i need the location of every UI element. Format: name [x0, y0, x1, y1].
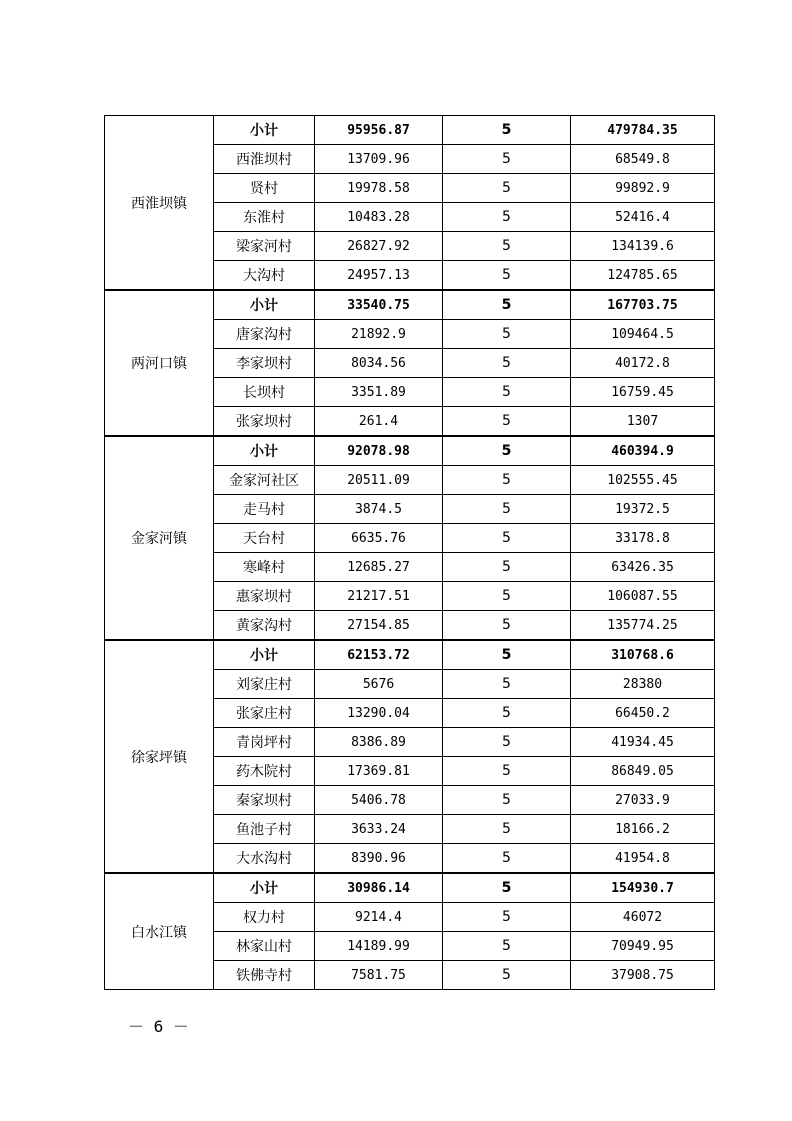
amount-cell: 27033.9 — [571, 786, 715, 815]
rate-cell: 5 — [443, 407, 571, 437]
amount-cell: 40172.8 — [571, 349, 715, 378]
rate-cell: 5 — [443, 261, 571, 291]
area-cell: 26827.92 — [315, 232, 443, 261]
rate-cell: 5 — [443, 320, 571, 349]
subtotal-rate-cell: 5 — [443, 640, 571, 670]
town-name-cell: 金家河镇 — [105, 436, 214, 640]
rate-cell: 5 — [443, 932, 571, 961]
amount-cell: 18166.2 — [571, 815, 715, 844]
amount-cell: 66450.2 — [571, 699, 715, 728]
subtotal-area-cell: 30986.14 — [315, 873, 443, 903]
subtotal-amount-cell: 460394.9 — [571, 436, 715, 466]
subtotal-rate-cell: 5 — [443, 436, 571, 466]
amount-cell: 19372.5 — [571, 495, 715, 524]
amount-cell: 135774.25 — [571, 611, 715, 641]
rate-cell: 5 — [443, 378, 571, 407]
rate-cell: 5 — [443, 582, 571, 611]
subtotal-rate-cell: 5 — [443, 116, 571, 145]
village-name-cell: 李家坝村 — [214, 349, 315, 378]
rate-cell: 5 — [443, 786, 571, 815]
area-cell: 12685.27 — [315, 553, 443, 582]
amount-cell: 16759.45 — [571, 378, 715, 407]
village-name-cell: 唐家沟村 — [214, 320, 315, 349]
area-cell: 8390.96 — [315, 844, 443, 874]
amount-cell: 52416.4 — [571, 203, 715, 232]
rate-cell: 5 — [443, 844, 571, 874]
rate-cell: 5 — [443, 495, 571, 524]
village-name-cell: 林家山村 — [214, 932, 315, 961]
subtotal-row — [105, 640, 715, 670]
subtotal-amount-cell: 310768.6 — [571, 640, 715, 670]
subtotal-rate-cell: 5 — [443, 873, 571, 903]
rate-cell: 5 — [443, 670, 571, 699]
rate-cell: 5 — [443, 553, 571, 582]
subtotal-row — [105, 290, 715, 320]
village-name-cell: 张家庄村 — [214, 699, 315, 728]
amount-cell: 68549.8 — [571, 145, 715, 174]
subtotal-row — [105, 873, 715, 903]
village-name-cell: 西淮坝村 — [214, 145, 315, 174]
data-table — [104, 115, 715, 990]
amount-cell: 1307 — [571, 407, 715, 437]
subtotal-label-cell: 小计 — [214, 640, 315, 670]
village-name-cell: 东淮村 — [214, 203, 315, 232]
village-name-cell: 秦家坝村 — [214, 786, 315, 815]
rate-cell: 5 — [443, 611, 571, 641]
subtotal-amount-cell: 167703.75 — [571, 290, 715, 320]
amount-cell: 33178.8 — [571, 524, 715, 553]
area-cell: 14189.99 — [315, 932, 443, 961]
rate-cell: 5 — [443, 232, 571, 261]
area-cell: 10483.28 — [315, 203, 443, 232]
area-cell: 5406.78 — [315, 786, 443, 815]
amount-cell: 109464.5 — [571, 320, 715, 349]
subtotal-area-cell: 33540.75 — [315, 290, 443, 320]
town-name-cell: 徐家坪镇 — [105, 640, 214, 873]
village-name-cell: 天台村 — [214, 524, 315, 553]
rate-cell: 5 — [443, 524, 571, 553]
subtotal-label-cell: 小计 — [214, 873, 315, 903]
amount-cell: 37908.75 — [571, 961, 715, 990]
village-name-cell: 药木院村 — [214, 757, 315, 786]
area-cell: 9214.4 — [315, 903, 443, 932]
area-cell: 5676 — [315, 670, 443, 699]
subtotal-area-cell: 62153.72 — [315, 640, 443, 670]
village-name-cell: 长坝村 — [214, 378, 315, 407]
town-name-cell: 两河口镇 — [105, 290, 214, 436]
rate-cell: 5 — [443, 815, 571, 844]
rate-cell: 5 — [443, 728, 571, 757]
amount-cell: 41954.8 — [571, 844, 715, 874]
rate-cell: 5 — [443, 203, 571, 232]
subtotal-area-cell: 92078.98 — [315, 436, 443, 466]
area-cell: 27154.85 — [315, 611, 443, 641]
area-cell: 3633.24 — [315, 815, 443, 844]
page-number: － 6 － — [128, 1017, 189, 1036]
amount-cell: 124785.65 — [571, 261, 715, 291]
village-name-cell: 大水沟村 — [214, 844, 315, 874]
village-name-cell: 大沟村 — [214, 261, 315, 291]
subtotal-label-cell: 小计 — [214, 116, 315, 145]
town-name-cell: 西淮坝镇 — [105, 116, 214, 291]
rate-cell: 5 — [443, 699, 571, 728]
area-cell: 21892.9 — [315, 320, 443, 349]
area-cell: 19978.58 — [315, 174, 443, 203]
village-name-cell: 走马村 — [214, 495, 315, 524]
subtotal-area-cell: 95956.87 — [315, 116, 443, 145]
village-name-cell: 鱼池子村 — [214, 815, 315, 844]
area-cell: 261.4 — [315, 407, 443, 437]
town-name-cell: 白水江镇 — [105, 873, 214, 990]
amount-cell: 86849.05 — [571, 757, 715, 786]
village-name-cell: 梁家河村 — [214, 232, 315, 261]
area-cell: 6635.76 — [315, 524, 443, 553]
area-cell: 13290.04 — [315, 699, 443, 728]
subtotal-amount-cell: 154930.7 — [571, 873, 715, 903]
area-cell: 24957.13 — [315, 261, 443, 291]
area-cell: 3351.89 — [315, 378, 443, 407]
village-name-cell: 惠家坝村 — [214, 582, 315, 611]
rate-cell: 5 — [443, 466, 571, 495]
amount-cell: 28380 — [571, 670, 715, 699]
village-name-cell: 铁佛寺村 — [214, 961, 315, 990]
area-cell: 21217.51 — [315, 582, 443, 611]
amount-cell: 63426.35 — [571, 553, 715, 582]
village-name-cell: 贤村 — [214, 174, 315, 203]
rate-cell: 5 — [443, 757, 571, 786]
village-name-cell: 张家坝村 — [214, 407, 315, 437]
area-cell: 8034.56 — [315, 349, 443, 378]
amount-cell: 106087.55 — [571, 582, 715, 611]
subtotal-amount-cell: 479784.35 — [571, 116, 715, 145]
amount-cell: 102555.45 — [571, 466, 715, 495]
area-cell: 7581.75 — [315, 961, 443, 990]
amount-cell: 70949.95 — [571, 932, 715, 961]
rate-cell: 5 — [443, 903, 571, 932]
rate-cell: 5 — [443, 349, 571, 378]
village-name-cell: 寒峰村 — [214, 553, 315, 582]
village-name-cell: 刘家庄村 — [214, 670, 315, 699]
village-name-cell: 黄家沟村 — [214, 611, 315, 641]
subtotal-rate-cell: 5 — [443, 290, 571, 320]
village-name-cell: 权力村 — [214, 903, 315, 932]
amount-cell: 134139.6 — [571, 232, 715, 261]
subtotal-label-cell: 小计 — [214, 290, 315, 320]
area-cell: 13709.96 — [315, 145, 443, 174]
rate-cell: 5 — [443, 145, 571, 174]
amount-cell: 46072 — [571, 903, 715, 932]
village-name-cell: 青岗坪村 — [214, 728, 315, 757]
village-name-cell: 金家河社区 — [214, 466, 315, 495]
subtotal-row — [105, 436, 715, 466]
area-cell: 3874.5 — [315, 495, 443, 524]
amount-cell: 41934.45 — [571, 728, 715, 757]
area-cell: 8386.89 — [315, 728, 443, 757]
table-body — [105, 116, 715, 990]
rate-cell: 5 — [443, 961, 571, 990]
rate-cell: 5 — [443, 174, 571, 203]
subtotal-label-cell: 小计 — [214, 436, 315, 466]
area-cell: 17369.81 — [315, 757, 443, 786]
area-cell: 20511.09 — [315, 466, 443, 495]
amount-cell: 99892.9 — [571, 174, 715, 203]
subtotal-row — [105, 116, 715, 145]
